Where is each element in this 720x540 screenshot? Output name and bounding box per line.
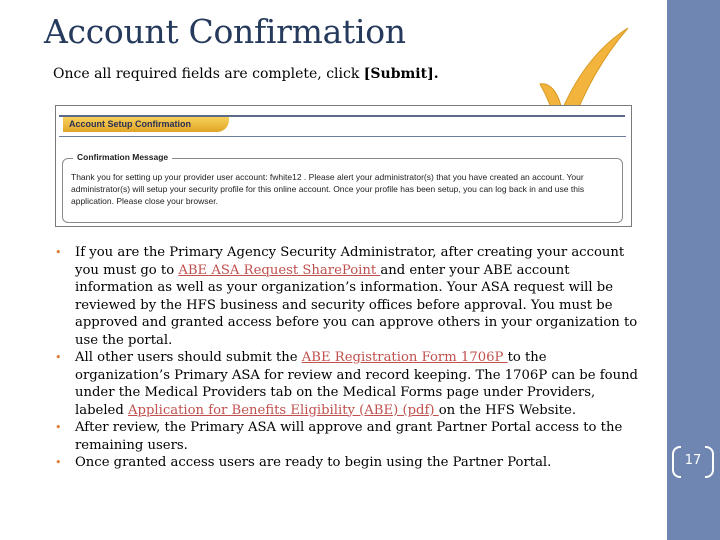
divider: [59, 136, 626, 137]
bullet-text: If you are the Primary Agency Security Administrator, after creating your account you must go to: [75, 245, 625, 278]
page-number: 17: [672, 446, 714, 476]
account-setup-tab: Account Setup Confirmation: [63, 117, 229, 132]
bullet-list: [55, 244, 645, 472]
abe-registration-form-link[interactable]: ABE Registration Form 1706P: [301, 350, 508, 365]
bullet-text: and enter your ABE account information as well as your organization’s information. Your ASA request will be reviewed by the HFS business and security offices before approval. You must be approved and granted access before you can approve others in your organization to use the portal.: [75, 262, 638, 348]
bullet-text: Once granted access users are ready to begin using the Partner Portal.: [75, 455, 552, 470]
instruction-submit: [Submit].: [363, 66, 439, 82]
abe-application-pdf-link[interactable]: Application for Benefits Eligibility (ABE) (pdf): [127, 402, 439, 418]
bullet-text: to the organization’s Primary ASA for review and record keeping. The 1706P can be found under the Medical Providers tab on the Medical Forms page under Providers, labeled: [75, 350, 638, 418]
bullet-dot-icon: •: [55, 351, 62, 364]
instruction-prefix: Once all required fields are complete, click: [53, 66, 364, 82]
abe-asa-request-sharepoint-link[interactable]: ABE ASA Request SharePoint: [178, 262, 381, 278]
list-item: [55, 454, 645, 472]
bullet-text: on the HFS Website.: [438, 402, 577, 418]
confirmation-screenshot: [55, 105, 632, 227]
confirmation-message-heading: Confirmation Message: [73, 152, 172, 162]
confirmation-message-text: Thank you for setting up your provider user account: fwhite12 . Please alert your administrator(s) that you have created an account. Your administrator(s) will setup your security profile for this online account. Once your profile has been setup, you can log back in and use this application. Please close your browser.: [71, 172, 585, 206]
list-item: [55, 419, 645, 454]
bullet-text: All other users should submit the: [75, 350, 302, 365]
page-title: Account Confirmation: [44, 12, 406, 51]
instruction-text: [53, 66, 439, 82]
bullet-dot-icon: •: [55, 421, 62, 434]
screenshot-header-bar: [59, 115, 625, 137]
confirmation-message-box: [62, 152, 623, 223]
bullet-text: After review, the Primary ASA will approve and grant Partner Portal access to the remaining users.: [75, 420, 623, 453]
bullet-dot-icon: •: [55, 456, 62, 469]
list-item: [55, 244, 645, 349]
list-item: [55, 349, 645, 419]
bullet-dot-icon: •: [55, 246, 62, 259]
